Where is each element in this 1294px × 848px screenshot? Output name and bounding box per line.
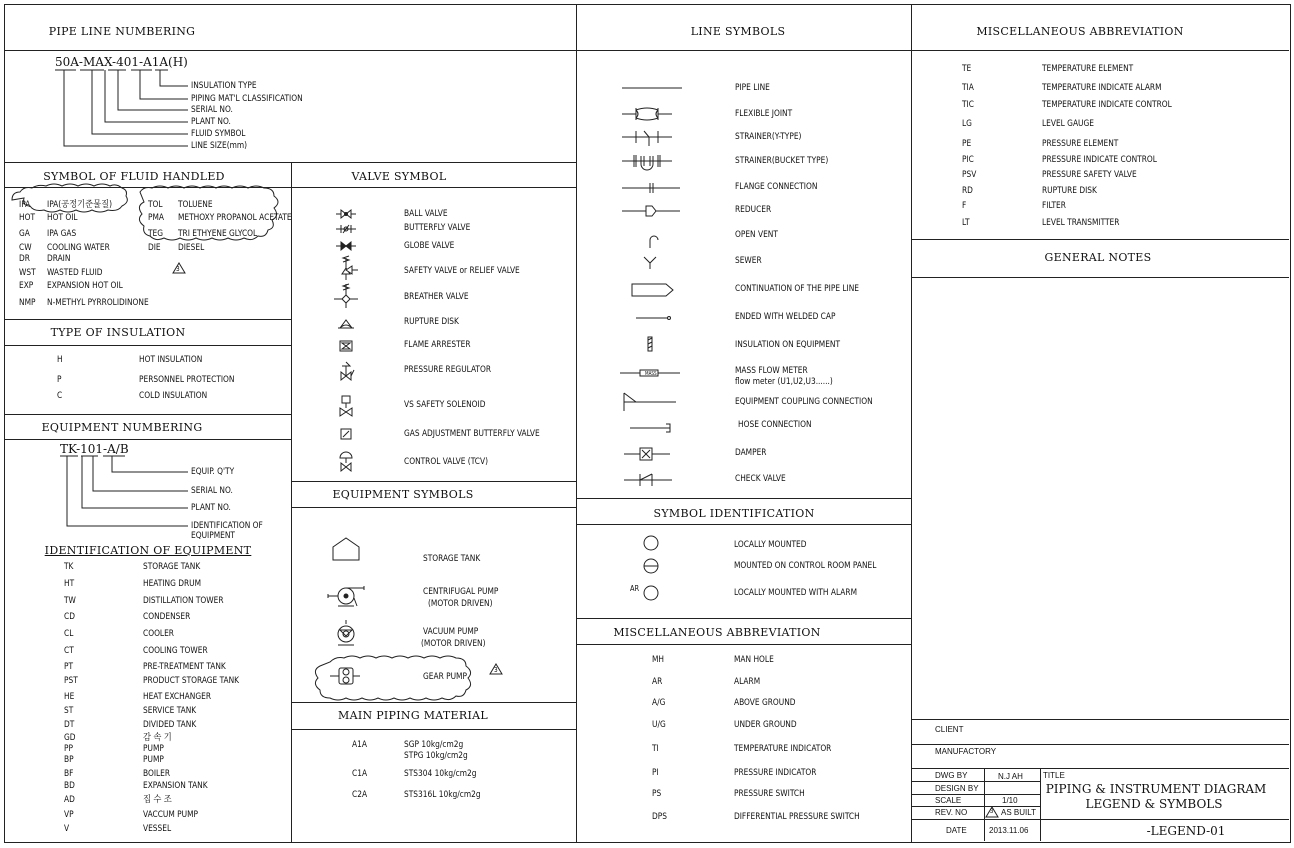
section-title: PIPE LINE NUMBERING [48,25,196,38]
section-title: TYPE OF INSULATION [50,326,186,339]
insulation-equipment-icon [648,337,652,351]
centrifugal-pump-icon [328,586,364,606]
insulation-desc: COLD INSULATION [139,391,208,401]
valve-label: PRESSURE REGULATOR [404,365,492,375]
gas-adjustment-valve-icon [341,429,351,439]
fluid-code: DIE [148,243,161,253]
misc-abbrev-code: PE [962,139,972,149]
fluid-desc: DIESEL [178,243,205,253]
equipment-id-code: CL [64,629,74,639]
equipment-id-code: BP [64,755,74,765]
fluid-desc: METHOXY PROPANOL ACETATE [178,213,292,223]
material-spec: STS316L 10kg/cm2g [404,790,481,800]
equipment-id-code: PP [64,744,73,754]
misc-abbrev-desc: TEMPERATURE INDICATE CONTROL [1042,100,1172,110]
flexible-joint-icon [622,108,672,120]
equipment-id-desc: DISTILLATION TOWER [143,596,224,606]
equipment-id-code: DT [64,720,75,730]
line-symbol-label: STRAINER(Y-TYPE) [735,132,802,142]
rev-no-label: REV. NO [935,808,968,817]
equipment-id-desc: DIVIDED TANK [143,720,197,730]
misc-abbrev-desc: MAN HOLE [734,655,774,665]
misc-abbrev-code: TIA [962,83,974,93]
equipment-id-desc: PUMP [143,755,164,765]
equipment-label: IDENTIFICATION OF [191,521,263,531]
equipment-label: EQUIP. Q'TY [191,467,235,477]
misc-abbrev-desc: PRESSURE ELEMENT [1042,139,1119,149]
divider [911,277,1289,278]
date-label: DATE [946,826,967,835]
misc-abbrev-code: PIC [962,155,974,165]
divider [291,507,576,508]
globe-valve-icon [336,242,356,250]
fluid-code: CW [19,243,32,253]
valve-label: GLOBE VALVE [404,241,455,251]
strainer-y-icon [622,131,672,146]
equipment-id-desc: VACCUM PUMP [143,810,199,820]
equipment-leader-lines [0,430,200,540]
divider [576,498,911,499]
equipment-id-desc: PRE-TREATMENT TANK [143,662,226,672]
fluid-code: TOL [148,200,163,210]
ball-valve-icon [336,210,356,218]
misc-abbrev-desc: FILTER [1042,201,1066,211]
fluid-code: EXP [19,281,34,291]
divider [576,4,577,842]
fluid-desc: N-METHYL PYRROLIDINONE [47,298,149,308]
date-value: 2013.11.06 [989,826,1029,835]
equipment-symbol-label: GEAR PUMP [423,672,467,682]
sewer-icon [644,257,656,269]
equipment-symbol-label: CENTRIFUGAL PUMP [423,587,499,597]
material-code: C2A [352,790,368,800]
misc-abbrev-code: LT [962,218,970,228]
gear-pump-icon [330,668,360,684]
numbering-label: PLANT NO. [191,117,231,127]
insulation-code: C [57,391,63,401]
equipment-id-code: BF [64,769,74,779]
misc-abbrev-code: PI [652,768,659,778]
misc-abbrev-code: U/G [652,720,666,730]
divider [576,524,911,525]
butterfly-valve-icon [336,225,356,233]
line-symbol-label: EQUIPMENT COUPLING CONNECTION [735,397,873,407]
section-title: SYMBOL IDENTIFICATION [653,507,815,520]
insulation-code: H [57,355,63,365]
section-title: MISCELLANEOUS ABBREVIATION [613,626,821,639]
locally-mounted-icon [644,536,658,550]
divider [291,481,576,482]
section-title: EQUIPMENT SYMBOLS [332,488,474,501]
fluid-desc: TRI ETHYENE GLYCOL [178,229,258,239]
mass-tag: MASS [645,371,657,377]
material-spec: STS304 10kg/cm2g [404,769,477,779]
fluid-desc: EXPANSION HOT OIL [47,281,123,291]
misc-abbrev-code: TE [962,64,972,74]
misc-abbrev-code: A/G [652,698,666,708]
section-title: GENERAL NOTES [1044,251,1152,264]
equipment-id-desc: PUMP [143,744,164,754]
reducer-icon [622,206,680,216]
design-by-label: DESIGN BY [935,784,979,793]
divider [4,319,291,320]
equipment-id-desc: EXPANSION TANK [143,781,208,791]
hose-connection-icon [630,424,670,432]
welded-cap-icon [636,317,671,320]
equipment-id-code: PST [64,676,78,686]
client-label: CLIENT [935,725,964,734]
rev-mark: 3 [176,265,180,273]
divider [576,618,911,619]
section-title: MISCELLANEOUS ABBREVIATION [976,25,1184,38]
manufactory-label: MANUFACTORY [935,747,997,756]
line-symbol-label: ENDED WITH WELDED CAP [735,312,836,322]
fluid-code: TEG [148,229,164,239]
equipment-id-code: ST [64,706,74,716]
equipment-number-example: TK-101-A/B [60,442,129,456]
line-symbol-label: FLANGE CONNECTION [735,182,818,192]
equipment-symbol-label: VACUUM PUMP [423,627,479,637]
misc-abbrev-desc: RUPTURE DISK [1042,186,1097,196]
equipment-id-code: CT [64,646,74,656]
line-symbols [610,70,700,495]
fluid-desc: COOLING WATER [47,243,110,253]
valve-label: RUPTURE DISK [404,317,459,327]
line-symbol-label: MASS FLOW METER [735,366,808,376]
line-symbol-label: DAMPER [735,448,767,458]
valve-label: GAS ADJUSTMENT BUTTERFLY VALVE [404,429,540,439]
fluid-code: HOT [19,213,36,223]
fluid-desc: IPA GAS [47,229,77,239]
fluid-code: PMA [148,213,165,223]
fluid-code: DR [19,254,30,264]
line-symbol-label: REDUCER [735,205,772,215]
title-label: TITLE [1043,771,1065,780]
divider [911,239,1289,240]
misc-abbrev-code: TIC [962,100,974,110]
divider [4,345,291,346]
equipment-label: PLANT NO. [191,503,231,513]
alarm-mounted-icon [644,586,658,600]
divider [911,50,1289,51]
misc-abbrev-desc: PRESSURE INDICATE CONTROL [1042,155,1157,165]
misc-abbrev-desc: LEVEL GAUGE [1042,119,1094,129]
symbol-id-label: MOUNTED ON CONTROL ROOM PANEL [734,561,877,571]
scale-label: SCALE [935,796,962,805]
line-symbol-label: flow meter (U1,U2,U3......) [735,377,833,387]
equipment-id-desc: STORAGE TANK [143,562,201,572]
line-symbol-label: INSULATION ON EQUIPMENT [735,340,841,350]
continuation-icon [632,284,673,296]
equipment-symbols [300,520,520,700]
equipment-symbol-label: (MOTOR DRIVEN) [421,639,486,649]
valve-label: BREATHER VALVE [404,292,469,302]
divider [911,4,912,842]
numbering-label: SERIAL NO. [191,105,233,115]
misc-abbrev-desc: PRESSURE SWITCH [734,789,805,799]
misc-abbrev-desc: DIFFERENTIAL PRESSURE SWITCH [734,812,860,822]
instrument-symbols [640,534,670,604]
storage-tank-icon [333,538,359,560]
drawing-number: -LEGEND-01 [1146,824,1226,838]
misc-abbrev-code: PSV [962,170,977,180]
fluid-desc: TOLUENE [178,200,213,210]
divider [576,50,911,51]
equipment-id-desc: BOILER [143,769,171,779]
symbol-id-label: LOCALLY MOUNTED [734,540,807,550]
material-code: A1A [352,740,367,750]
material-code: C1A [352,769,368,779]
misc-abbrev-code: PS [652,789,662,799]
panel-mounted-icon [644,559,658,573]
strainer-bucket-icon [622,155,672,170]
equipment-id-desc: 감 속 기 [143,733,172,743]
valve-symbols [330,200,370,480]
misc-abbrev-desc: UNDER GROUND [734,720,797,730]
open-vent-icon [650,236,658,248]
divider [4,414,291,415]
equipment-id-code: CD [64,612,75,622]
rev-mark: 3 [990,809,994,815]
section-title: VALVE SYMBOL [351,170,447,183]
misc-abbrev-code: MH [652,655,665,665]
valve-label: FLAME ARRESTER [404,340,471,350]
misc-abbrev-code: TI [652,744,659,754]
equipment-id-code: PT [64,662,74,672]
line-symbol-label: CHECK VALVE [735,474,786,484]
equipment-id-desc: SERVICE TANK [143,706,197,716]
fluid-code: NMP [19,298,36,308]
drawing-title: PIPING & INSTRUMENT DIAGRAM [1045,782,1267,796]
flame-arrester-icon [340,341,352,351]
equipment-id-desc: HEATING DRUM [143,579,202,589]
equipment-id-desc: PRODUCT STORAGE TANK [143,676,240,686]
divider [576,644,911,645]
check-valve-icon [624,474,672,486]
misc-abbrev-desc: LEVEL TRANSMITTER [1042,218,1120,228]
misc-abbrev-code: RD [962,186,973,196]
line-number-example: 50A-MAX-401-A1A(H) [55,55,188,69]
fluid-desc: DRAIN [47,254,71,264]
misc-abbrev-desc: PRESSURE INDICATOR [734,768,817,778]
valve-label: CONTROL VALVE (TCV) [404,457,488,467]
line-symbol-label: STRAINER(BUCKET TYPE) [735,156,829,166]
misc-abbrev-code: AR [652,677,663,687]
fluid-desc: HOT OIL [47,213,78,223]
misc-abbrev-code: DPS [652,812,667,822]
dwg-by-label: DWG BY [935,771,968,780]
rev-mark: 3 [494,666,498,674]
material-spec: SGP 10kg/cm2g [404,740,464,750]
equipment-id-desc: COOLING TOWER [143,646,208,656]
equipment-label: EQUIPMENT [191,531,235,541]
line-symbol-label: SEWER [735,256,762,266]
flange-connection-icon [622,183,680,193]
rev-no-value: AS BUILT [1001,808,1036,817]
misc-abbrev-code: F [962,201,967,211]
section-title: LINE SYMBOLS [690,25,786,38]
equipment-id-code: HE [64,692,75,702]
equipment-id-code: HT [64,579,75,589]
coupling-connection-icon [624,393,676,411]
fluid-code: IPA [19,200,31,210]
scale-value: 1/10 [1002,796,1018,805]
breather-valve-icon [334,284,358,308]
valve-label: VS SAFETY SOLENOID [404,400,486,410]
misc-abbrev-desc: TEMPERATURE INDICATE ALARM [1042,83,1162,93]
numbering-label: FLUID SYMBOL [191,129,246,139]
section-title: EQUIPMENT NUMBERING [41,421,203,434]
line-symbol-label: CONTINUATION OF THE PIPE LINE [735,284,860,294]
divider [291,702,576,703]
misc-abbrev-desc: PRESSURE SAFETY VALVE [1042,170,1137,180]
line-symbol-label: FLEXIBLE JOINT [735,109,793,119]
divider [291,729,576,730]
equipment-symbol-label: (MOTOR DRIVEN) [428,599,493,609]
alarm-tag: AR [630,584,640,593]
line-symbol-label: PIPE LINE [735,83,770,93]
dwg-by-value: N.J AH [998,772,1023,781]
numbering-label: LINE SIZE(mm) [191,141,248,151]
equipment-id-code: V [64,824,70,834]
misc-abbrev-code: LG [962,119,972,129]
safety-valve-icon [342,256,358,280]
equipment-id-desc: 집 수 조 [143,795,172,805]
subsection-title: IDENTIFICATION OF EQUIPMENT [44,544,252,557]
insulation-desc: HOT INSULATION [139,355,203,365]
misc-abbrev-desc: ALARM [734,677,761,687]
valve-label: BALL VALVE [404,209,448,219]
equipment-symbol-label: STORAGE TANK [423,554,481,564]
line-symbol-label: OPEN VENT [735,230,778,240]
damper-icon [624,448,670,460]
drawing-subtitle: LEGEND & SYMBOLS [1085,797,1223,811]
solenoid-valve-icon [340,396,352,416]
control-valve-icon [340,452,352,471]
equipment-label: SERIAL NO. [191,486,233,496]
equipment-id-code: TW [64,596,76,606]
equipment-id-code: GD [64,733,76,743]
equipment-id-desc: CONDENSER [143,612,191,622]
section-title: MAIN PIPING MATERIAL [338,709,488,722]
misc-abbrev-desc: TEMPERATURE INDICATOR [734,744,832,754]
insulation-desc: PERSONNEL PROTECTION [139,375,235,385]
misc-abbrev-desc: TEMPERATURE ELEMENT [1042,64,1134,74]
fluid-code: WST [19,268,36,278]
equipment-id-code: TK [64,562,74,572]
section-title: SYMBOL OF FLUID HANDLED [43,170,225,183]
fluid-desc: WASTED FLUID [47,268,103,278]
line-symbol-label: HOSE CONNECTION [738,420,812,430]
equipment-id-desc: COOLER [143,629,174,639]
valve-label: BUTTERFLY VALVE [404,223,471,233]
rupture-disk-icon [338,320,354,328]
material-spec: STPG 10kg/cm2g [404,751,468,761]
valve-label: SAFETY VALVE or RELIEF VALVE [404,266,520,276]
vacuum-pump-icon [338,620,354,645]
equipment-id-code: VP [64,810,74,820]
pressure-regulator-icon [341,362,354,380]
fluid-desc: IPA(공정기준물질) [47,200,113,210]
insulation-code: P [57,375,62,385]
equipment-id-code: BD [64,781,75,791]
equipment-id-code: AD [64,795,75,805]
symbol-id-label: LOCALLY MOUNTED WITH ALARM [734,588,858,598]
numbering-label: PIPING MAT'L CLASSIFICATION [191,94,303,104]
misc-abbrev-desc: ABOVE GROUND [734,698,796,708]
equipment-id-desc: VESSEL [143,824,172,834]
numbering-label: INSULATION TYPE [191,81,257,91]
fluid-code: GA [19,229,30,239]
equipment-id-desc: HEAT EXCHANGER [143,692,212,702]
